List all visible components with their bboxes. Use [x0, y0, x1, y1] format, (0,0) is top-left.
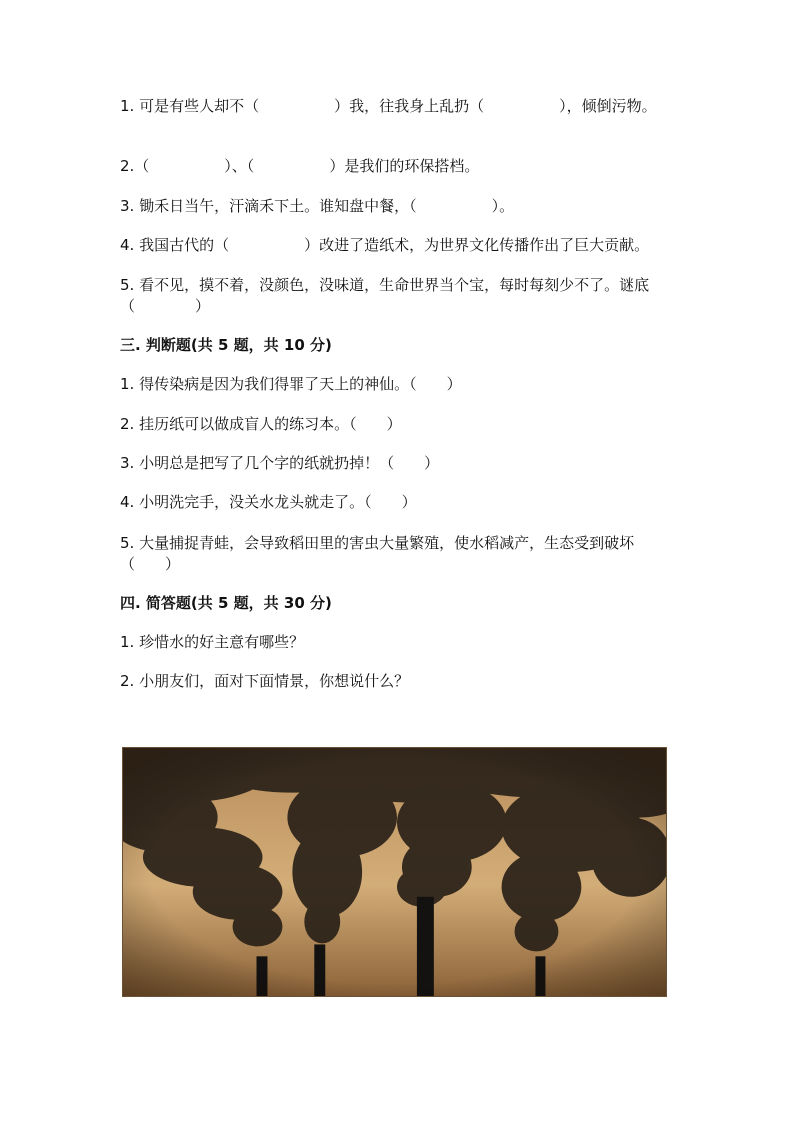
short-answer-item-2: 2. 小朋友们，面对下面情景，你想说什么？	[120, 672, 410, 690]
true-false-item-3: 3. 小明总是把写了几个字的纸就扔掉！（ ）	[120, 454, 440, 472]
true-false-item-2: 2. 挂历纸可以做成盲人的练习本。（ ）	[120, 415, 402, 433]
fill-blank-5: 5. 看不见，摸不着，没颜色，没味道，生命世界当个宝，每时每刻少不了。谜底（ ）	[120, 276, 650, 315]
section-heading-true-false: 三. 判断题(共 5 题，共 10 分)	[120, 336, 332, 354]
fill-blank-2: 2.（ ）、（ ）是我们的环保搭档。	[120, 157, 480, 175]
fill-blank-4: 4. 我国古代的（ ）改进了造纸术，为世界文化传播作出了巨大贡献。	[120, 236, 650, 254]
section-heading-short-answer: 四. 简答题(共 5 题，共 30 分)	[120, 594, 332, 612]
short-answer-item-1: 1. 珍惜水的好主意有哪些？	[120, 633, 305, 651]
fill-blank-3: 3. 锄禾日当午，汗滴禾下土。谁知盘中餐，（ ）。	[120, 197, 515, 215]
true-false-item-4: 4. 小明洗完手，没关水龙头就走了。（ ）	[120, 493, 417, 511]
smokestack-illustration	[123, 748, 666, 996]
vignette	[123, 748, 666, 996]
true-false-item-5: 5. 大量捕捉青蛙，会导致稻田里的害虫大量繁殖，使水稻减产，生态受到破坏（ ）	[120, 534, 635, 573]
smokestack-pollution-photo	[122, 747, 667, 997]
true-false-item-1: 1. 得传染病是因为我们得罪了天上的神仙。（ ）	[120, 375, 462, 393]
fill-blank-1: 1. 可是有些人却不（ ）我，往我身上乱扔（ ），倾倒污物。	[120, 97, 657, 115]
